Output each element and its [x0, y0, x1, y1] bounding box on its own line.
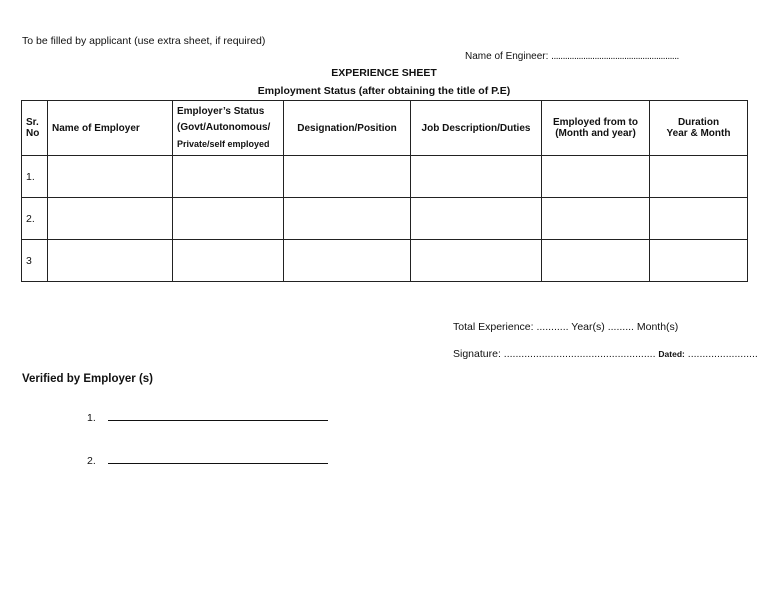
cell-employer-status[interactable] [173, 156, 284, 198]
sheet-title: EXPERIENCE SHEET [331, 67, 437, 79]
signature-label: Signature: [453, 348, 501, 360]
header-sr-line1: Sr. [26, 117, 39, 128]
cell-employed-period[interactable] [542, 156, 650, 198]
cell-designation[interactable] [284, 156, 411, 198]
verified-by-employer-heading: Verified by Employer (s) [22, 373, 154, 385]
header-employed-line2: (Month and year) [555, 128, 636, 139]
sheet-subtitle: Employment Status (after obtaining the title of P.E) [257, 85, 511, 97]
cell-employer-name[interactable] [48, 240, 173, 282]
cell-employer-status[interactable] [173, 240, 284, 282]
months-label: Month(s) [636, 321, 679, 333]
dated-blank[interactable]: ........................ [687, 348, 758, 360]
header-job-description: Job Description/Duties [411, 101, 542, 156]
verifier-line [87, 412, 328, 424]
row-sr-no: 3 [22, 240, 48, 282]
cell-employed-period[interactable] [542, 240, 650, 282]
header-status-line3: Private/self employed [177, 139, 270, 149]
cell-designation[interactable] [284, 198, 411, 240]
header-designation: Designation/Position [284, 101, 411, 156]
cell-designation[interactable] [284, 240, 411, 282]
verifier-blank[interactable] [108, 462, 328, 464]
header-employed-line1: Employed from to [552, 117, 638, 128]
table-header-row [22, 101, 748, 156]
header-status-line1: Employer’s Status [177, 106, 265, 117]
header-employed-period [542, 101, 650, 156]
applicant-note: To be filled by applicant (use extra sheet, if required) [22, 35, 266, 47]
header-duration-line1: Duration [677, 117, 720, 128]
header-duration-line2: Year & Month [666, 128, 731, 139]
signature-blank[interactable]: .................................................... [503, 348, 656, 360]
total-experience-field [453, 321, 678, 333]
experience-table [21, 100, 748, 282]
cell-duration[interactable] [650, 198, 748, 240]
verifier-number: 2. [87, 455, 96, 467]
verifier-line [87, 455, 328, 467]
cell-employed-period[interactable] [542, 198, 650, 240]
header-sr-line2: No [26, 128, 40, 139]
engineer-name-label: Name of Engineer: [465, 51, 549, 62]
years-label: Year(s) [571, 321, 605, 333]
cell-job-description[interactable] [411, 156, 542, 198]
cell-job-description[interactable] [411, 198, 542, 240]
table-row [22, 156, 748, 198]
row-sr-no: 1. [22, 156, 48, 198]
cell-employer-status[interactable] [173, 198, 284, 240]
cell-employer-name[interactable] [48, 156, 173, 198]
header-sr-no [22, 101, 48, 156]
row-sr-no: 2. [22, 198, 48, 240]
header-employer-status [173, 101, 284, 156]
cell-job-description[interactable] [411, 240, 542, 282]
header-duration [650, 101, 748, 156]
signature-field [453, 348, 758, 360]
table-row [22, 240, 748, 282]
engineer-name-field[interactable] [465, 51, 679, 62]
dated-label: Dated: [658, 349, 685, 359]
cell-duration[interactable] [650, 240, 748, 282]
total-experience-label: Total Experience: [453, 321, 534, 333]
total-years-blank[interactable]: ........... [536, 321, 569, 333]
total-months-blank[interactable]: ......... [607, 321, 634, 333]
table-row [22, 198, 748, 240]
header-status-line2: (Govt/Autonomous/ [177, 122, 271, 133]
verifier-number: 1. [87, 412, 96, 424]
header-employer-name: Name of Employer [48, 101, 173, 156]
cell-employer-name[interactable] [48, 198, 173, 240]
verifier-blank[interactable] [108, 419, 328, 421]
engineer-name-blank[interactable]: ........................................................ [551, 51, 679, 62]
cell-duration[interactable] [650, 156, 748, 198]
